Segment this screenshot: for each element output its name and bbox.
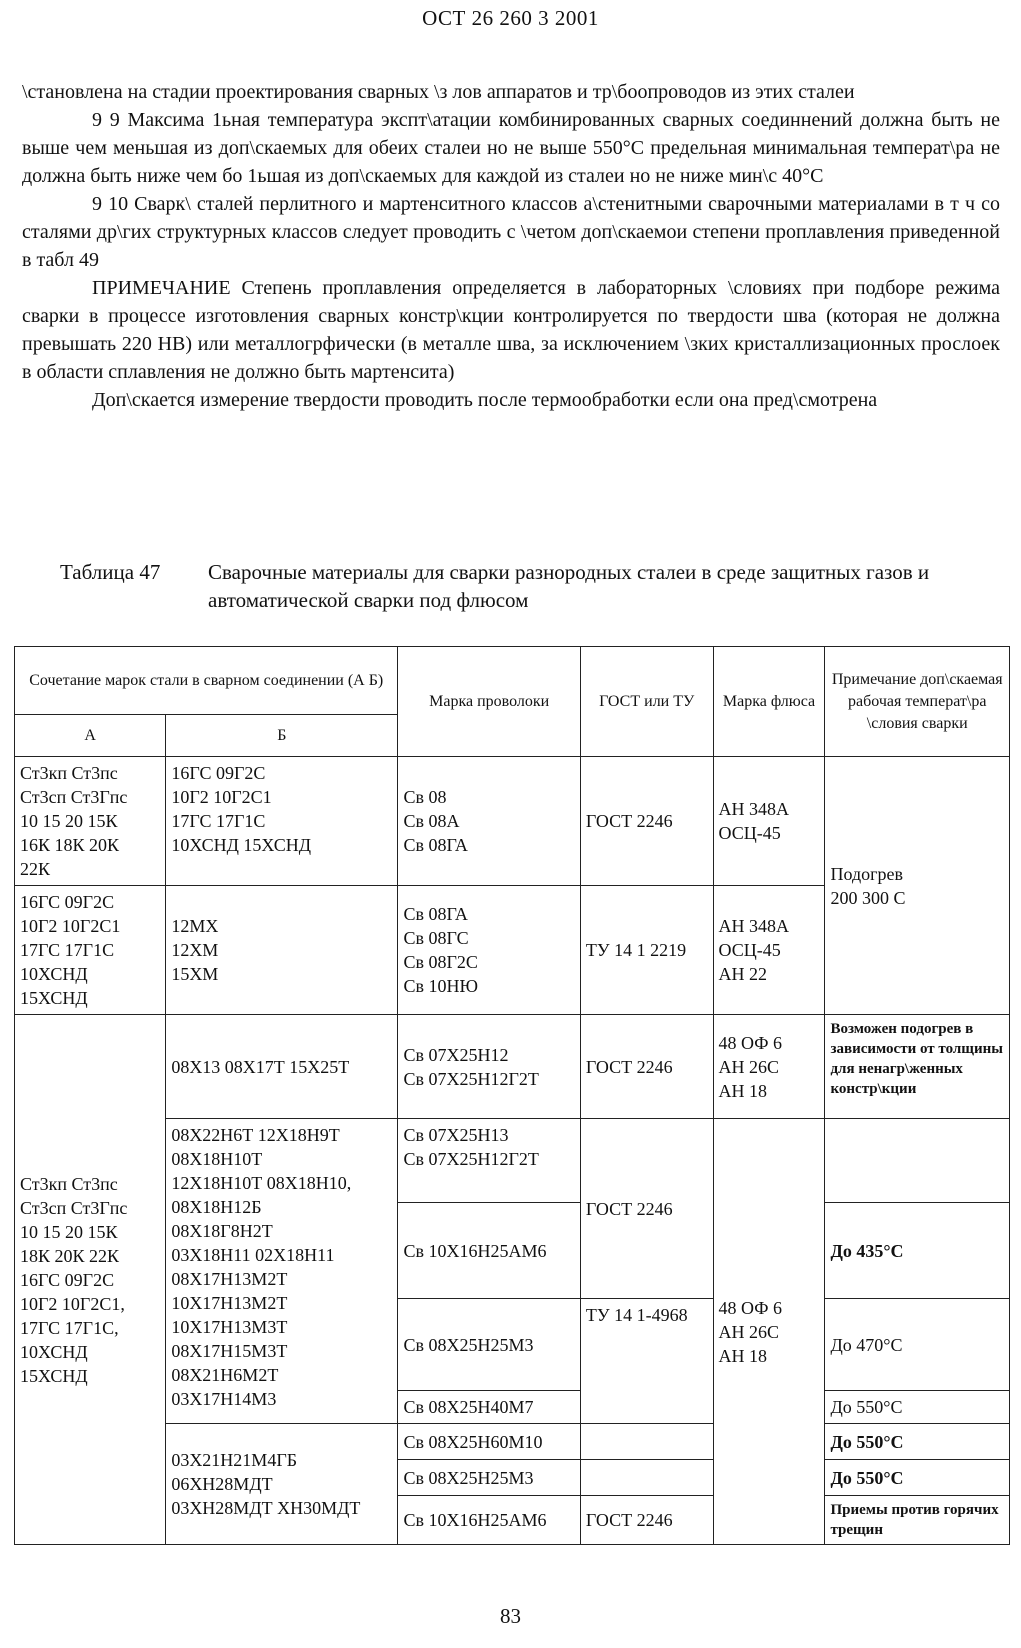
cell-steel-b: 08Х22Н6Т 12Х18Н9Т 08Х18Н10Т 12Х18Н10Т 08Х18Н10, 08Х18Н12Б 08Х18Г8Н2Т 03Х18Н11 02Х18Н11 08Х17Н13М2Т 10Х17Н13М2Т 10Х17Н13М3Т 08Х17Н15М3Т 08Х21Н6М2Т 03Х17Н14М3 [166, 1119, 398, 1424]
cell-wire: Св 08Х25Н25М3 [398, 1299, 580, 1391]
cell-wire: Св 10Х16Н25АМ6 [398, 1203, 580, 1299]
cell-flux: АН 348А ОСЦ-45 [713, 757, 825, 886]
welding-materials-table [14, 646, 1010, 1545]
cell-gost [580, 1460, 713, 1496]
table-caption [60, 558, 1000, 614]
paragraph-3: 9 10 Сварк\ сталей перлитного и мартенситного классов а\стенитными сварочными материалами в т ч со сталями др\гих структурных классов следует проводить с \четом доп\скаемои степени проплавления приведенной в табл 49 [22, 193, 1000, 271]
cell-note: До 470°С [825, 1299, 1010, 1391]
cell-wire: Св 08ГА Св 08ГС Св 08Г2С Св 10НЮ [398, 886, 580, 1015]
cell-note: Приемы против горячих трещин [825, 1496, 1010, 1545]
document-header: ОСТ 26 260 3 2001 [422, 6, 599, 30]
cell-wire: Св 07Х25Н13 Св 07Х25Н12Г2Т [398, 1119, 580, 1203]
header-column-b: Б [166, 715, 398, 757]
cell-steel-b: 12МХ 12ХМ 15ХМ [166, 886, 398, 1015]
header-flux-grade: Марка флюса [713, 647, 825, 757]
cell-gost: ГОСТ 2246 [580, 1015, 713, 1119]
cell-wire: Св 08Х25Н25М3 [398, 1460, 580, 1496]
paragraph-1: \становлена на стадии проектирования сварных \з лов аппаратов и тр\боопроводов из этих сталеи [22, 81, 855, 103]
cell-flux: 48 ОФ 6 АН 26С АН 18 [713, 1119, 825, 1545]
paragraph-5: Доп\скается измерение твердости проводить после термообработки если она пред\смотрена [92, 389, 878, 411]
cell-flux: 48 ОФ 6 АН 26С АН 18 [713, 1015, 825, 1119]
cell-note: Подогрев 200 300 С [825, 757, 1010, 1015]
cell-note: До 550°С [825, 1460, 1010, 1496]
cell-note: До 435°С [825, 1203, 1010, 1299]
cell-gost: ГОСТ 2246 [580, 757, 713, 886]
note-paragraph: ПРИМЕЧАНИЕ Степень проплавления определяется в лабораторных \словиях при подборе режима сварки в процессе изготовления сварных констр\кции контролируется по твердости шва (которая не должна превышать 220 НВ) или металлогрфически (в металле шва, за исключением \зких кристаллизационных прослоек в области сплавления не должно быть мартенсита) [22, 277, 1000, 383]
table-caption-label: Таблица 47 [60, 560, 161, 584]
body-text [22, 78, 1000, 414]
cell-steel-b: 08Х13 08Х17Т 15Х25Т [166, 1015, 398, 1119]
cell-gost: ГОСТ 2246 [580, 1496, 713, 1545]
cell-note: Возможен подогрев в зависимости от толщины для ненагр\женных констр\кции [825, 1015, 1010, 1119]
cell-steel-a: 16ГС 09Г2С 10Г2 10Г2С1 17ГС 17Г1С 10ХСНД 15ХСНД [15, 886, 166, 1015]
cell-steel-a: Ст3кп Ст3пс Ст3сп Ст3Гпс 10 15 20 15К 18К 20К 22К 16ГС 09Г2С 10Г2 10Г2С1, 17ГС 17Г1С, 10ХСНД 15ХСНД [15, 1015, 166, 1545]
cell-note [825, 1119, 1010, 1203]
cell-steel-b: 03Х21Н21М4ГБ 06ХН28МДТ 03ХН28МДТ ХН30МДТ [166, 1424, 398, 1545]
cell-note: До 550°С [825, 1391, 1010, 1424]
cell-wire: Св 08 Св 08А Св 08ГА [398, 757, 580, 886]
cell-gost: ТУ 14 1 2219 [580, 886, 713, 1015]
cell-gost: ТУ 14 1-4968 [580, 1299, 713, 1424]
header-steel-combination: Сочетание марок стали в сварном соединении (А Б) [15, 647, 398, 715]
cell-wire: Св 08Х25Н40М7 [398, 1391, 580, 1424]
cell-steel-b: 16ГС 09Г2С 10Г2 10Г2С1 17ГС 17Г1С 10ХСНД 15ХСНД [166, 757, 398, 886]
page-number: 83 [500, 1604, 521, 1628]
cell-flux: АН 348А ОСЦ-45 АН 22 [713, 886, 825, 1015]
cell-steel-a: Ст3кп Ст3пс Ст3сп Ст3Гпс 10 15 20 15К 16К 18К 20К 22К [15, 757, 166, 886]
header-wire-grade: Марка проволоки [398, 647, 580, 757]
table-row [15, 1015, 1010, 1119]
cell-wire: Св 08Х25Н60М10 [398, 1424, 580, 1460]
header-note: Примечание доп\скаемая рабочая температ\ра \словия сварки [825, 647, 1010, 757]
paragraph-2: 9 9 Максима 1ьная температура экспт\атации комбинированных сварных соединнений должна быть не выше чем меньшая из доп\скаемых для обеих сталеи но не выше 550°С предельная минимальная температ\ра не должна быть ниже чем бо 1ьшая из доп\скаемых для каждой из сталеи но не ниже мин\с 40°С [22, 109, 1000, 187]
header-gost-tu: ГОСТ или ТУ [580, 647, 713, 757]
cell-gost [580, 1424, 713, 1460]
cell-wire: Св 10Х16Н25АМ6 [398, 1496, 580, 1545]
table-caption-text: Сварочные материалы для сварки разнородных сталеи в среде защитных газов и автоматической сварки под флюсом [208, 560, 930, 612]
table-row [15, 757, 1010, 886]
table-header-row [15, 647, 1010, 715]
cell-note: До 550°С [825, 1424, 1010, 1460]
cell-wire: Св 07Х25Н12 Св 07Х25Н12Г2Т [398, 1015, 580, 1119]
cell-gost: ГОСТ 2246 [580, 1119, 713, 1299]
header-column-a: А [15, 715, 166, 757]
